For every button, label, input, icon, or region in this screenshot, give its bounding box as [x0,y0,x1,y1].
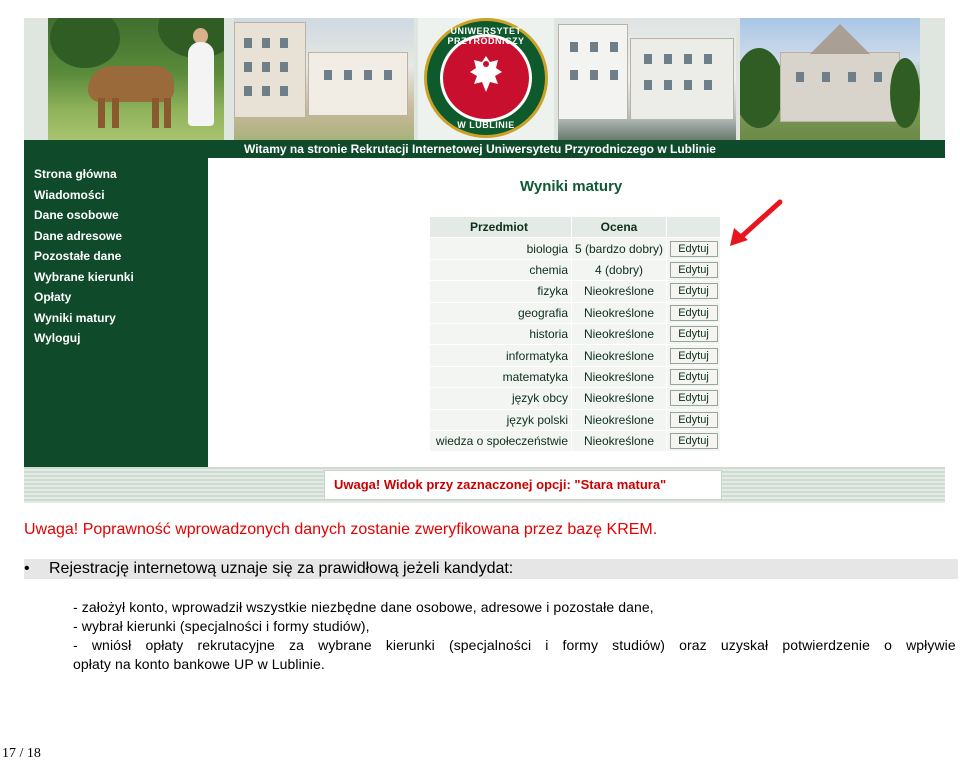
word: uzyskał [720,637,769,653]
edit-button[interactable]: Edytuj [670,369,718,385]
word: wybrane [318,637,372,653]
table-row [430,238,721,259]
sidebar-item-personal-data[interactable]: Dane osobowe [34,208,119,222]
table-row [430,367,721,388]
word: oraz [679,637,707,653]
word: formy [562,637,599,653]
subject-cell: informatyka [430,345,572,366]
bullet-row [24,559,958,579]
grade-cell: Nieokreślone [572,324,667,345]
edit-button[interactable]: Edytuj [670,283,718,299]
table-row [430,388,721,409]
grade-cell: 5 (bardzo dobry) [572,238,667,259]
table-row [430,281,721,302]
word: - [73,637,78,653]
edit-button[interactable]: Edytuj [670,412,718,428]
results-table [430,217,721,452]
edit-cell [667,260,721,281]
condition-line-3 [73,637,956,653]
main-content [208,158,945,467]
header-banner [24,18,945,140]
sidebar-item-other-data[interactable]: Pozostałe dane [34,249,122,263]
edit-cell [667,431,721,452]
word: wniósł [91,637,132,653]
subject-cell: język obcy [430,388,572,409]
table-row [430,303,721,324]
condition-line-2: - wybrał kierunki (specjalności i formy studiów), [73,618,370,634]
grade-cell: Nieokreślone [572,303,667,324]
university-seal-logo [418,18,554,140]
photo-building-1 [234,18,414,140]
photo-building-3 [740,18,920,140]
footer-stripe [24,467,945,503]
subject-cell: geografia [430,303,572,324]
subject-cell: chemia [430,260,572,281]
word: i [545,637,549,653]
edit-button[interactable]: Edytuj [670,305,718,321]
table-header-row [430,217,721,238]
table-row [430,410,721,431]
grade-cell: Nieokreślone [572,345,667,366]
word: kierunki [385,637,435,653]
photo-horse [48,18,224,140]
subject-cell: wiedza o społeczeństwie [430,431,572,452]
word: (specjalności [448,637,532,653]
subject-cell: fizyka [430,281,572,302]
page-title: Wyniki matury [520,178,623,195]
sidebar-item-logout[interactable]: Wyloguj [34,331,81,345]
photo-building-2 [558,18,736,140]
page-number: 17 / 18 [2,746,41,761]
screenshot-figure [24,18,945,503]
grade-cell: Nieokreślone [572,367,667,388]
word: o [884,637,892,653]
word: wpływie [906,637,956,653]
sidebar-item-selected-courses[interactable]: Wybrane kierunki [34,269,134,284]
word: opłaty [145,637,184,653]
bullet-icon: • [24,560,30,577]
sidebar-item-home[interactable]: Strona główna [34,167,117,181]
grade-cell: Nieokreślone [572,281,667,302]
subject-cell: biologia [430,238,572,259]
edit-cell [667,281,721,302]
stara-matura-notice: Uwaga! Widok przy zaznaczonej opcji: "Stara matura" [324,470,722,500]
condition-line-1: - założył konto, wprowadził wszystkie niezbędne dane osobowe, adresowe i pozostałe dane, [73,599,654,615]
seal-text-bottom: W LUBLINIE [457,120,515,130]
edit-cell [667,303,721,324]
sidebar-item-messages[interactable]: Wiadomości [34,187,105,202]
grade-cell: Nieokreślone [572,410,667,431]
table-row [430,345,721,366]
grade-cell: Nieokreślone [572,388,667,409]
edit-button[interactable]: Edytuj [670,390,718,406]
word: potwierdzenie [782,637,871,653]
header-empty [667,217,721,238]
edit-cell [667,410,721,431]
sidebar-item-address-data[interactable]: Dane adresowe [34,228,123,243]
word: za [289,637,305,653]
bullet-text: Rejestrację internetową uznaje się za prawidłową jeżeli kandydat: [49,560,514,577]
condition-line-4: opłaty na konto bankowe UP w Lublinie. [73,656,325,672]
table-row [430,324,721,345]
edit-button[interactable]: Edytuj [670,241,718,257]
header-grade: Ocena [572,217,667,238]
edit-cell [667,367,721,388]
edit-button[interactable]: Edytuj [670,326,718,342]
sidebar-item-fees[interactable]: Opłaty [34,290,72,304]
red-arrow-icon [728,198,784,248]
subject-cell: język polski [430,410,572,431]
edit-button[interactable]: Edytuj [670,433,718,449]
word: rekrutacyjne [197,637,275,653]
grade-cell: Nieokreślone [572,431,667,452]
table-row [430,431,721,452]
sidebar-item-exam-results[interactable]: Wyniki matury [34,310,116,325]
edit-cell [667,388,721,409]
verification-warning: Uwaga! Poprawność wprowadzonych danych zostanie zweryfikowana przez bazę KREM. [24,521,658,538]
edit-cell [667,345,721,366]
sidebar-nav [24,158,208,467]
subject-cell: historia [430,324,572,345]
edit-cell [667,324,721,345]
welcome-bar: Witamy na stronie Rekrutacji Internetowej Uniwersytetu Przyrodniczego w Lublinie [208,140,945,158]
subject-cell: matematyka [430,367,572,388]
table-row [430,260,721,281]
word: studiów) [612,637,666,653]
eagle-icon [468,52,504,96]
edit-cell [667,238,721,259]
header-subject: Przedmiot [430,217,572,238]
seal-text-top: UNIWERSYTET PRZYRODNICZY [447,26,525,46]
edit-button[interactable]: Edytuj [670,262,718,278]
grade-cell: 4 (dobry) [572,260,667,281]
edit-button[interactable]: Edytuj [670,348,718,364]
